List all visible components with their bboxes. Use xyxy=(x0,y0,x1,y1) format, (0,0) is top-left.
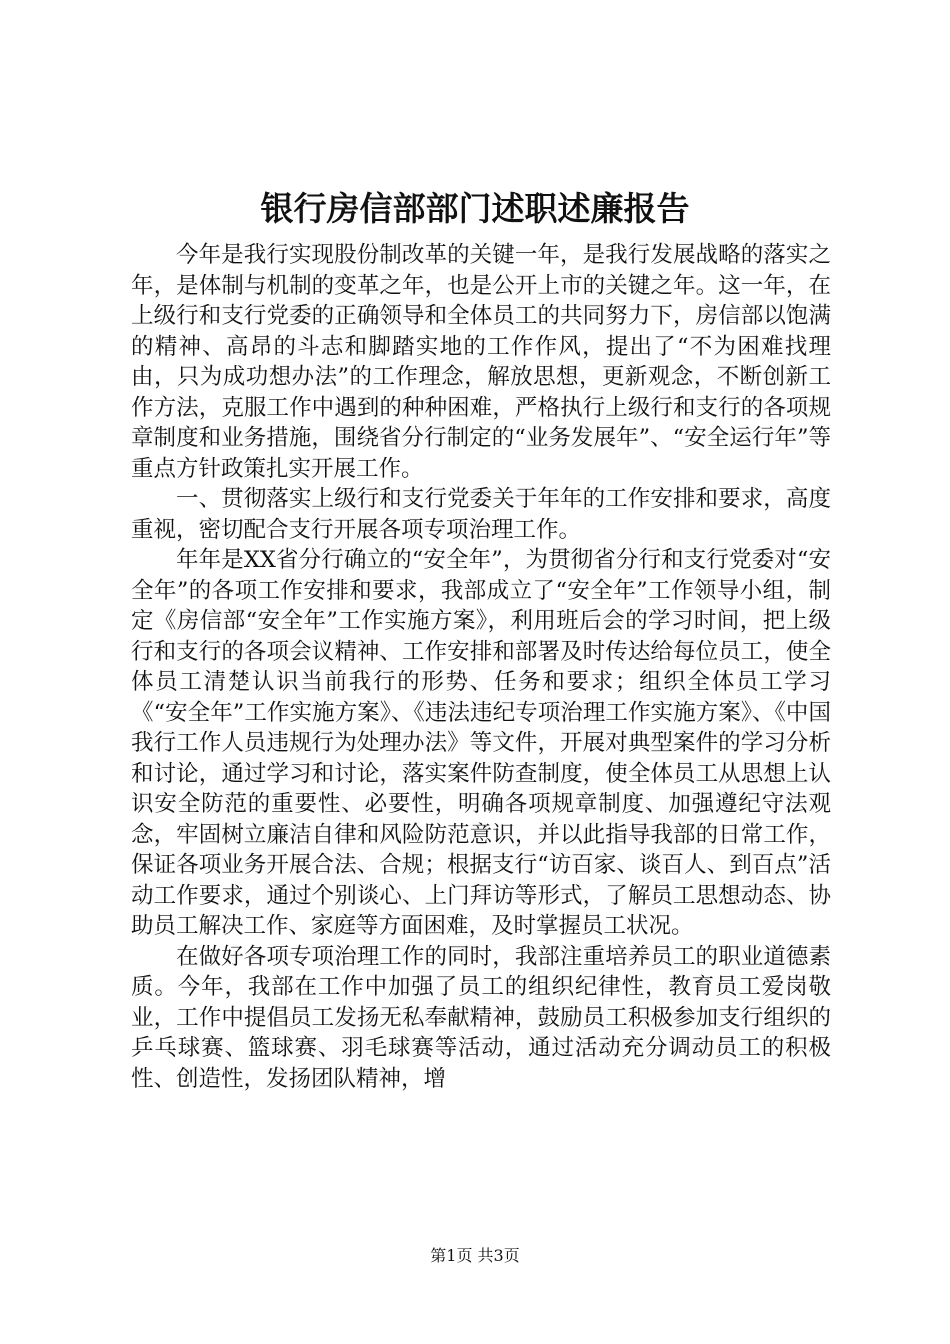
paragraph: 一、贯彻落实上级行和支行党委关于年年的工作安排和要求，高度重视，密切配合支行开展各项专项治理工作。 xyxy=(131,486,831,543)
paragraph: 今年是我行实现股份制改革的关键一年，是我行发展战略的落实之年，是体制与机制的变革之年，也是公开上市的关键之年。这一年，在上级行和支行党委的正确领导和全体员工的共同努力下，房信部以饱满的精神、高昂的斗志和脚踏实地的工作作风，提出了“不为困难找理由，只为成功想办法”的工作理念，解放思想，更新观念，不断创新工作方法，克服工作中遇到的种种困难，严格执行上级行和支行的各项规章制度和业务措施，围绕省分行制定的“业务发展年”、“安全运行年”等重点方针政策扎实开展工作。 xyxy=(131,242,831,482)
page-number-footer: 第1页 共3页 xyxy=(430,1246,520,1265)
paragraph: 年年是XX省分行确立的“安全年”，为贯彻省分行和支行党委对“安全年”的各项工作安排和要求，我部成立了“安全年”工作领导小组，制定《房信部“安全年”工作实施方案》，利用班后会的学习时间，把上级行和支行的各项会议精神、工作安排和部署及时传达给每位员工，使全体员工清楚认识当前我行的形势、任务和要求；组织全体员工学习《“安全年”工作实施方案》、《违法违纪专项治理工作实施方案》、《中国我行工作人员违规行为处理办法》等文件，开展对典型案件的学习分析和讨论，通过学习和讨论，落实案件防查制度，使全体员工从思想上认识安全防范的重要性、必要性，明确各项规章制度、加强遵纪守法观念，牢固树立廉洁自律和风险防范意识，并以此指导我部的日常工作，保证各项业务开展合法、合规；根据支行“访百家、谈百人、到百点”活动工作要求，通过个别谈心、上门拜访等形式，了解员工思想动态、协助员工解决工作、家庭等方面困难，及时掌握员工状况。 xyxy=(131,547,831,939)
document-title: 银行房信部部门述职述廉报告 xyxy=(260,189,690,228)
paragraph: 在做好各项专项治理工作的同时，我部注重培养员工的职业道德素质。今年，我部在工作中加强了员工的组织纪律性，教育员工爱岗敬业，工作中提倡员工发扬无私奉献精神，鼓励员工积极参加支行组织的乒乓球赛、篮球赛、羽毛球赛等活动，通过活动充分调动员工的积极性、创造性，发扬团队精神，增 xyxy=(131,943,831,1092)
document-body xyxy=(131,240,831,1094)
